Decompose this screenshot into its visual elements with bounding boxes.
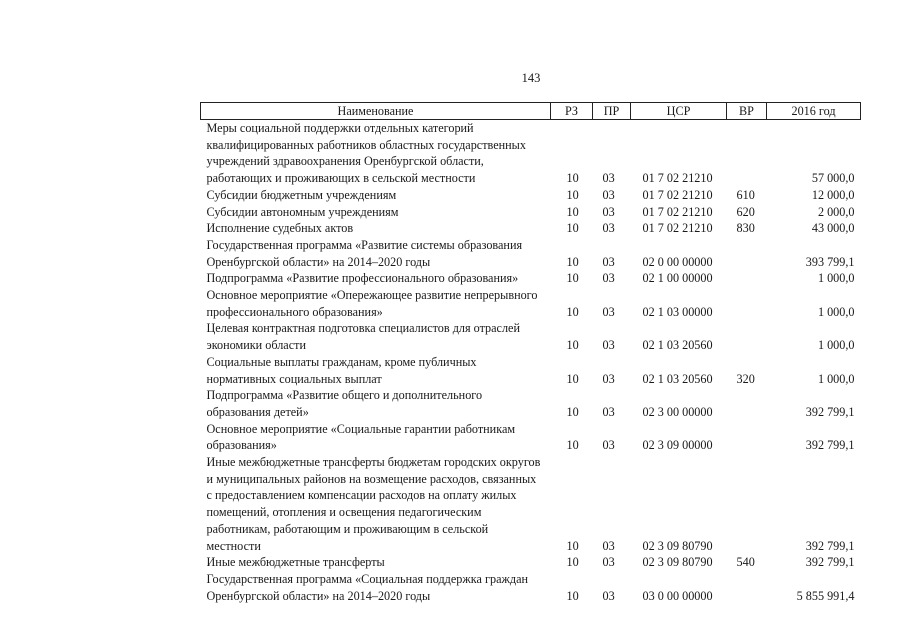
header-vr: ВР <box>727 103 767 120</box>
table-header <box>201 103 861 120</box>
row-vr <box>727 454 767 554</box>
row-csr: 02 3 09 80790 <box>642 555 713 570</box>
row-vr <box>727 270 767 287</box>
row-name: Основное мероприятие «Социальные гарантии работникам образования» <box>206 421 516 453</box>
table-row <box>201 204 861 221</box>
row-sum: 393 799,1 <box>805 254 855 269</box>
header-pr: ПР <box>593 103 631 120</box>
row-vr <box>727 287 767 320</box>
row-name: Целевая контрактная подготовка специалистов для отраслей экономики области <box>206 321 520 353</box>
table-row <box>201 320 861 353</box>
row-pr: 03 <box>602 221 615 236</box>
table-row <box>201 120 861 187</box>
row-pr: 03 <box>602 187 615 202</box>
row-rz: 10 <box>566 555 579 570</box>
row-sum: 1 000,0 <box>817 338 855 353</box>
row-sum: 43 000,0 <box>811 221 855 236</box>
row-pr: 03 <box>602 555 615 570</box>
row-rz: 10 <box>566 588 579 603</box>
row-pr: 03 <box>602 254 615 269</box>
row-rz: 10 <box>566 371 579 386</box>
row-vr <box>727 387 767 420</box>
row-sum: 2 000,0 <box>817 204 855 219</box>
row-rz: 10 <box>566 204 579 219</box>
row-sum: 1 000,0 <box>817 271 855 286</box>
row-rz: 10 <box>566 304 579 319</box>
row-rz: 10 <box>566 171 579 186</box>
row-vr: 540 <box>736 555 755 570</box>
table-body <box>201 120 861 605</box>
row-sum: 57 000,0 <box>811 171 855 186</box>
row-sum: 1 000,0 <box>817 371 855 386</box>
row-sum: 5 855 991,4 <box>796 588 855 603</box>
row-rz: 10 <box>566 271 579 286</box>
row-name: Исполнение судебных актов <box>206 221 354 236</box>
row-vr: 620 <box>736 204 755 219</box>
row-name: Социальные выплаты гражданам, кроме публичных нормативных социальных выплат <box>206 354 477 386</box>
row-vr: 320 <box>736 371 755 386</box>
row-name: Иные межбюджетные трансферты бюджетам городских округов и муниципальных районов на возмещение расходов, связанных с предоставлением компенсации расходов на оплату жилых помещений, отопления и освещения педагогическим работникам, работающим и проживающим в сельской местности <box>206 455 541 553</box>
row-name: Подпрограмма «Развитие общего и дополнительного образования детей» <box>206 388 483 419</box>
row-rz: 10 <box>566 538 579 553</box>
row-vr <box>727 120 767 187</box>
row-sum: 392 799,1 <box>805 404 855 419</box>
row-pr: 03 <box>602 171 615 186</box>
header-name: Наименование <box>201 103 551 120</box>
row-name: Основное мероприятие «Опережающее развитие непрерывного профессионального образования» <box>206 288 538 319</box>
row-name: Государственная программа «Развитие системы образования Оренбургской области» на 2014–2020 годы <box>206 237 523 269</box>
row-rz: 10 <box>566 338 579 353</box>
row-csr: 01 7 02 21210 <box>642 204 713 219</box>
row-csr: 02 3 00 00000 <box>642 404 713 419</box>
table-row <box>201 454 861 554</box>
row-rz: 10 <box>566 254 579 269</box>
row-sum: 1 000,0 <box>817 304 855 319</box>
header-rz: РЗ <box>551 103 593 120</box>
row-vr <box>727 237 767 270</box>
row-csr: 02 3 09 80790 <box>642 538 713 553</box>
table-row <box>201 270 861 287</box>
row-name: Меры социальной поддержки отдельных категорий квалифицированных работников областных государственных учреждений здравоохранения Оренбургской области, работающих и проживающих в сельской местности <box>206 121 526 186</box>
row-rz: 10 <box>566 221 579 236</box>
table-row <box>201 354 861 387</box>
header-sum: 2016 год <box>767 103 861 120</box>
row-csr: 01 7 02 21210 <box>642 187 713 202</box>
row-csr: 02 3 09 00000 <box>642 438 713 453</box>
table-row <box>201 387 861 420</box>
row-vr <box>727 421 767 454</box>
row-rz: 10 <box>566 438 579 453</box>
row-vr: 610 <box>736 187 755 202</box>
budget-table <box>200 102 861 604</box>
row-pr: 03 <box>602 371 615 386</box>
row-pr: 03 <box>602 204 615 219</box>
row-name: Субсидии бюджетным учреждениям <box>206 187 397 202</box>
row-pr: 03 <box>602 404 615 419</box>
table-row <box>201 237 861 270</box>
table-row <box>201 220 861 237</box>
row-vr <box>727 571 767 604</box>
table-row <box>201 571 861 604</box>
row-sum: 12 000,0 <box>811 187 855 202</box>
row-csr: 02 1 03 20560 <box>642 338 713 353</box>
table-row <box>201 287 861 320</box>
row-pr: 03 <box>602 438 615 453</box>
row-name: Государственная программа «Социальная поддержка граждан Оренбургской области» на 2014–2020 годы <box>206 571 529 603</box>
row-pr: 03 <box>602 588 615 603</box>
row-rz: 10 <box>566 187 579 202</box>
row-pr: 03 <box>602 271 615 286</box>
table-row <box>201 187 861 204</box>
row-vr <box>727 320 767 353</box>
row-csr: 02 0 00 00000 <box>642 254 713 269</box>
row-name: Субсидии автономным учреждениям <box>206 204 399 219</box>
table-row <box>201 554 861 571</box>
row-pr: 03 <box>602 538 615 553</box>
row-name: Подпрограмма «Развитие профессионального образования» <box>206 271 519 286</box>
row-pr: 03 <box>602 338 615 353</box>
row-rz: 10 <box>566 404 579 419</box>
row-csr: 02 1 03 00000 <box>642 304 713 319</box>
row-csr: 02 1 00 00000 <box>642 271 713 286</box>
row-csr: 03 0 00 00000 <box>642 588 713 603</box>
header-csr: ЦСР <box>631 103 727 120</box>
row-sum: 392 799,1 <box>805 438 855 453</box>
page-number: 143 <box>521 71 541 85</box>
table-row <box>201 421 861 454</box>
row-sum: 392 799,1 <box>805 538 855 553</box>
row-name: Иные межбюджетные трансферты <box>206 555 385 570</box>
row-csr: 01 7 02 21210 <box>642 221 713 236</box>
row-vr: 830 <box>736 221 755 236</box>
row-pr: 03 <box>602 304 615 319</box>
row-csr: 02 1 03 20560 <box>642 371 713 386</box>
row-csr: 01 7 02 21210 <box>642 171 713 186</box>
row-sum: 392 799,1 <box>805 555 855 570</box>
